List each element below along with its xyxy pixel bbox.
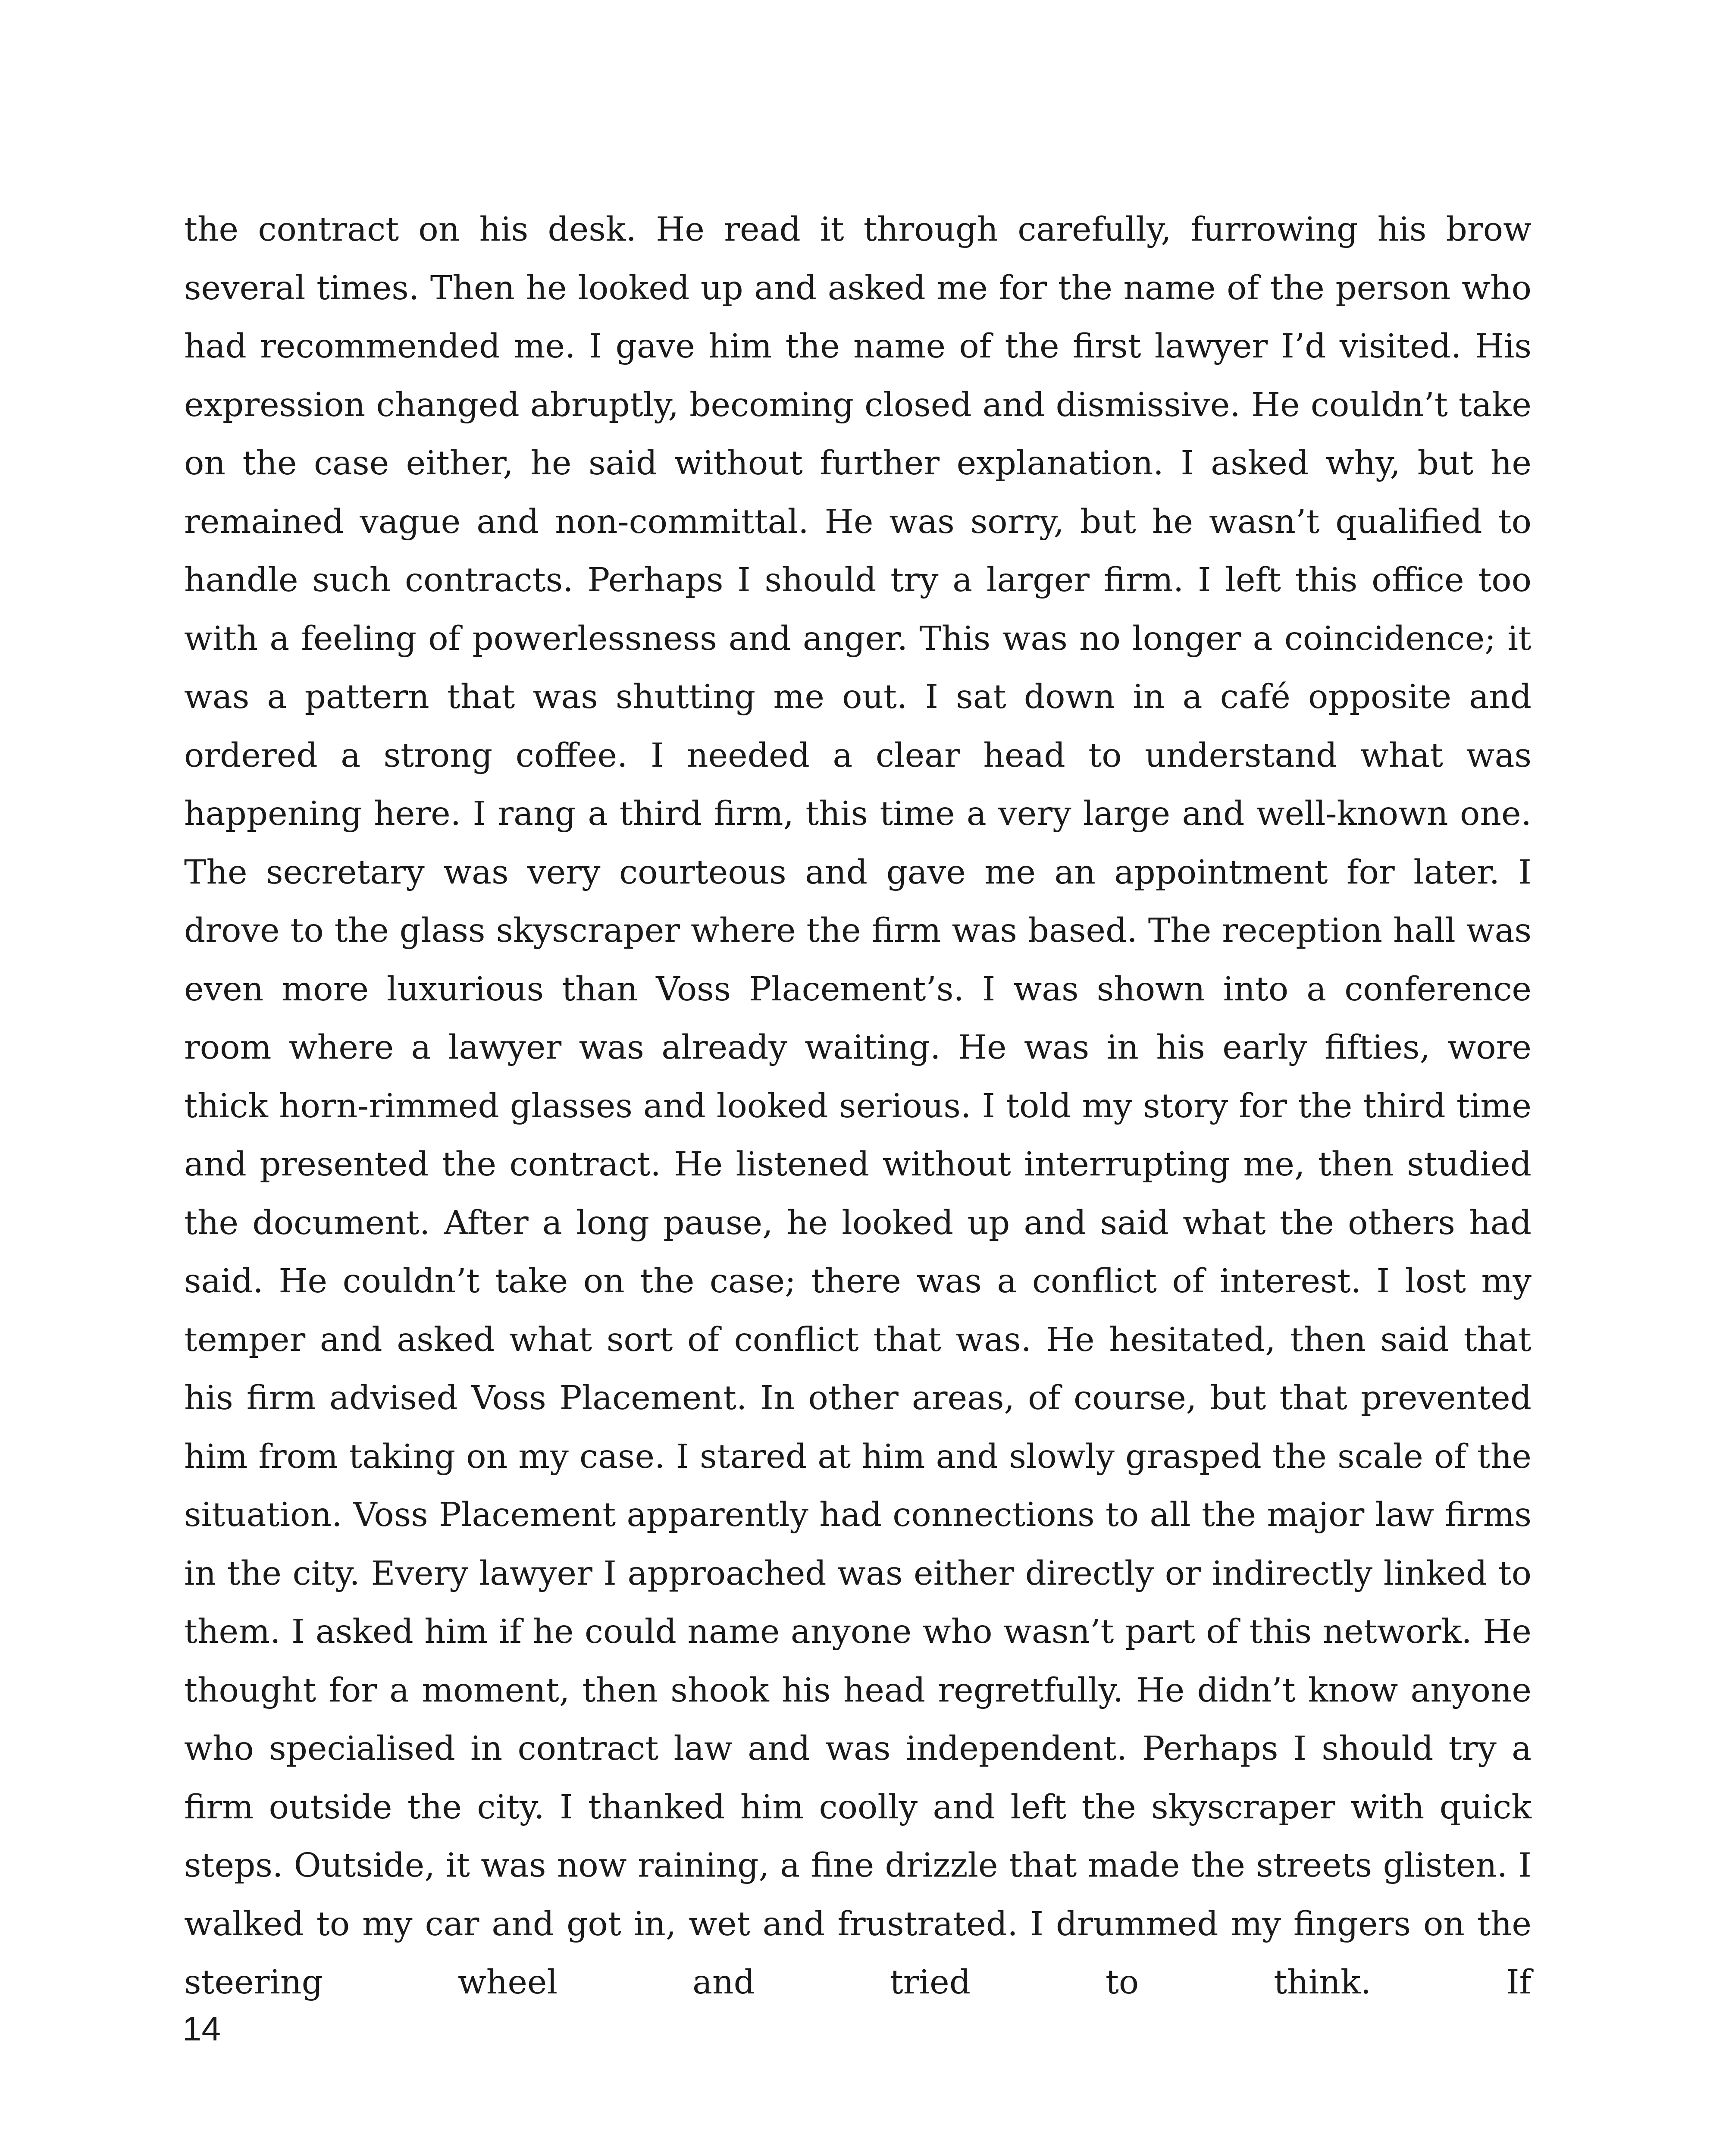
body-paragraph: the contract on his desk. He read it through carefully, furrowing his brow several times. Then he looked up and asked me for the name of the person who had recommended me. I gave him the name of the first lawyer I’d visited. His expression changed abruptly, becoming closed and dismissive. He couldn’t take on the case either, he said without further explanation. I asked why, but he remained vague and non-committal. He was sorry, but he wasn’t qualified to handle such contracts. Perhaps I should try a larger firm. I left this office too with a feeling of powerlessness and anger. This was no longer a coincidence; it was a pattern that was shutting me out. I sat down in a café opposite and ordered a strong coffee. I needed a clear head to understand what was happening here. I rang a third firm, this time a very large and well-known one. The secretary was very courteous and gave me an appointment for later. I drove to the glass skyscraper where the firm was based. The reception hall was even more luxurious than Voss Placement’s. I was shown into a conference room where a lawyer was already waiting. He was in his early fifties, wore thick horn-rimmed glasses and looked serious. I told my story for the third time and presented the contract. He listened without interrupting me, then studied the document. After a long pause, he looked up and said what the others had said. He couldn’t take on the case; there was a conflict of interest. I lost my temper and asked what sort of conflict that was. He hesitated, then said that his firm advised Voss Placement. In other areas, of course, but that prevented him from taking on my case. I stared at him and slowly grasped the scale of the situation. Voss Placement apparently had connections to all the major law firms in the city. Every lawyer I approached was either directly or indirectly linked to them. I asked him if he could name anyone who wasn’t part of this network. He thought for a moment, then shook his head regretfully. He didn’t know anyone who specialised in contract law and was independent. Perhaps I should try a firm outside the city. I thanked him coolly and left the skyscraper with quick steps. Outside, it was now raining, a fine drizzle that made the streets glisten. I walked to my car and got in, wet and frustrated. I drummed my fingers on the steering wheel and tried to think. If — [184, 210, 1532, 2002]
page-number: 14 — [182, 2009, 221, 2048]
